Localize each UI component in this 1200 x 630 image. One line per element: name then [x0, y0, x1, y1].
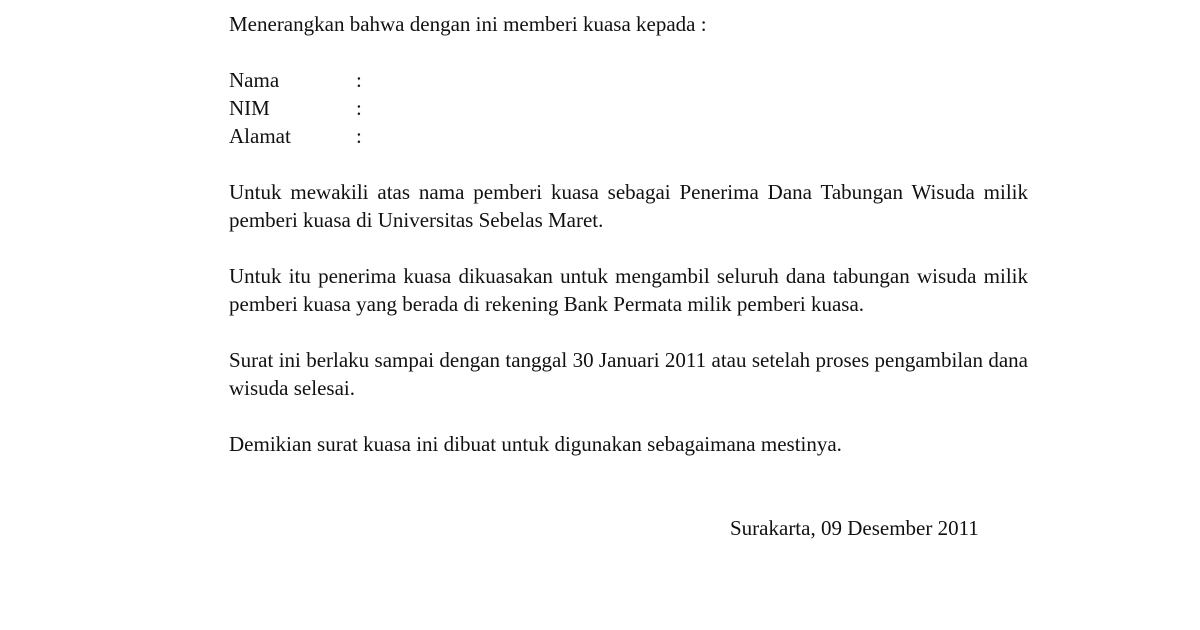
field-label-nim: NIM	[229, 96, 270, 120]
field-colon-nim: :	[356, 96, 362, 120]
place-date: Surakarta, 09 Desember 2011	[730, 516, 979, 540]
field-label-alamat: Alamat	[229, 124, 291, 148]
field-row-nama	[229, 66, 1028, 94]
field-colon-alamat: :	[356, 124, 362, 148]
letter-body	[229, 10, 1028, 458]
field-colon-nama: :	[356, 68, 362, 92]
field-row-alamat	[229, 122, 1028, 150]
recipient-fields	[229, 66, 1028, 150]
paragraph-validity: Surat ini berlaku sampai dengan tanggal 30 Januari 2011 atau setelah proses pengambilan dana wisuda selesai.	[229, 348, 1028, 400]
paragraph-authorization: Untuk itu penerima kuasa dikuasakan untuk mengambil seluruh dana tabungan wisuda milik pemberi kuasa yang berada di rekening Bank Permata milik pemberi kuasa.	[229, 264, 1028, 316]
paragraph-representation: Untuk mewakili atas nama pemberi kuasa sebagai Penerima Dana Tabungan Wisuda milik pemberi kuasa di Universitas Sebelas Maret.	[229, 180, 1028, 232]
field-row-nim	[229, 94, 1028, 122]
intro-line: Menerangkan bahwa dengan ini memberi kuasa kepada :	[229, 12, 707, 36]
closing-line: Demikian surat kuasa ini dibuat untuk digunakan sebagaimana mestinya.	[229, 432, 842, 456]
field-label-nama: Nama	[229, 68, 280, 92]
